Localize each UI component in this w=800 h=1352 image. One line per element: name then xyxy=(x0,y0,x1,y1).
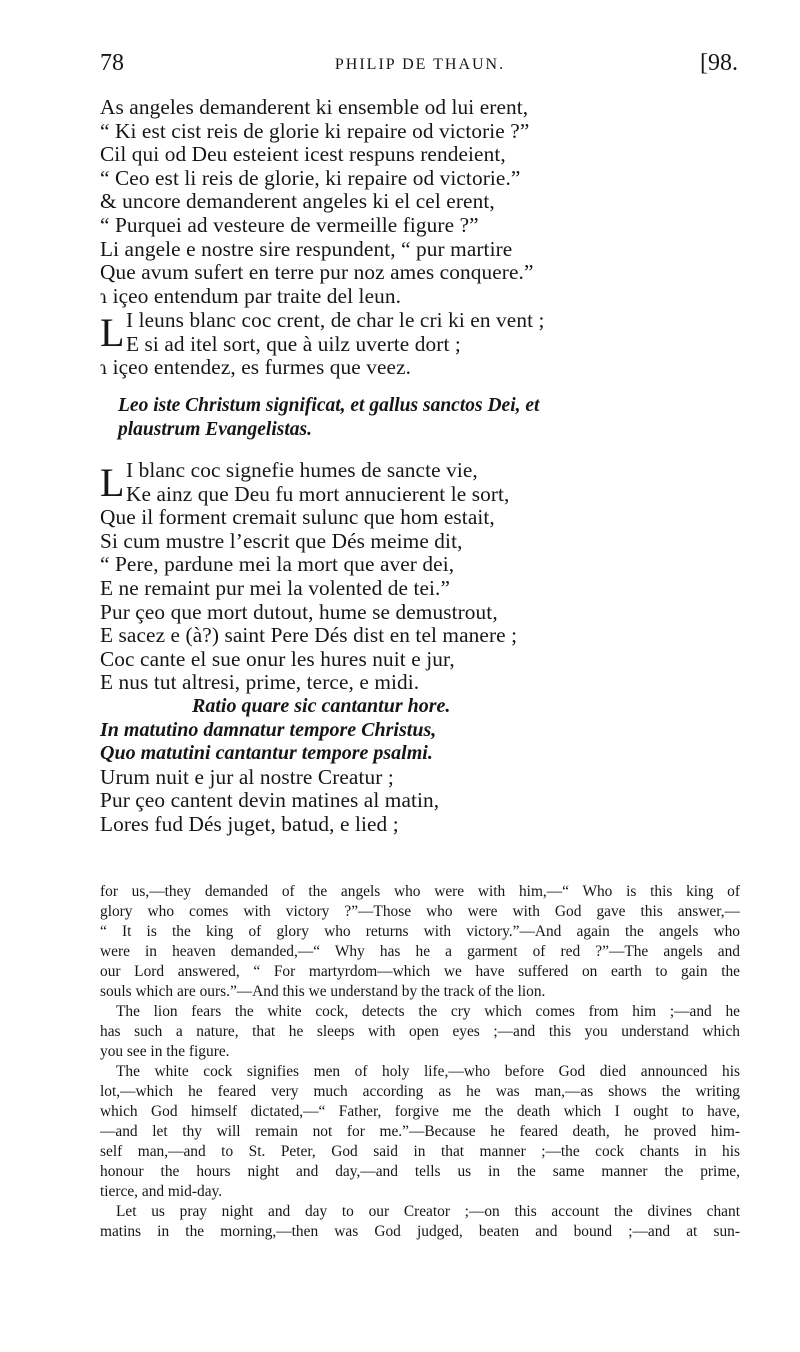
translation-line: Let us pray night and day to our Creator ;—on this account the divines chant xyxy=(116,1203,740,1220)
verse-line: Cil qui od Deu esteient icest respuns rendeient, xyxy=(100,142,506,167)
verse-line: E sacez e (à?) saint Pere Dés dist en tel manere ; xyxy=(100,623,518,648)
translation-line: were in heaven demanded,—“ Why has he a garment of red ?”—The angels and xyxy=(100,943,740,960)
verse-line: I blanc coc signefie humes de sancte vie, xyxy=(126,458,478,482)
translation-line: which God himself dictated,—“ Father, forgive me the death which I ought to have, xyxy=(100,1103,740,1120)
verse-line: Pur çeo que mort dutout, hume se demustrout, xyxy=(100,599,498,624)
verse-block-1 xyxy=(100,96,740,308)
rubric-line: In matutino damnatur tempore Christus, xyxy=(100,718,437,741)
latin-rubric xyxy=(100,394,740,442)
verse-line: ɿ içeo entendum par traite del leun. xyxy=(100,283,402,308)
page xyxy=(100,0,740,1352)
drop-capital: L xyxy=(100,310,125,355)
translation-block xyxy=(100,882,740,1242)
verse-line: “ Ceo est li reis de glorie, ki repaire od victorie.” xyxy=(100,165,521,190)
running-header xyxy=(100,50,740,80)
translation-line: souls which are ours.”—And this we understand by the track of the lion. xyxy=(100,983,546,1000)
translation-line: —and let thy will remain not for me.”—Because he feared death, he proved him- xyxy=(100,1123,740,1140)
translation-line: our Lord answered, “ For martyrdom—which we have suffered on earth to gain the xyxy=(100,963,740,980)
verse-line: E ne remaint pur mei la volented de tei.” xyxy=(100,575,451,600)
translation-line: matins in the morning,—then was God judged, beaten and bound ;—and at sun- xyxy=(100,1223,740,1240)
verse-line: Que il forment cremait sulunc que hom estait, xyxy=(100,505,495,530)
translation-line: glory who comes with victory ?”—Those who were with God gave this answer,— xyxy=(100,903,740,920)
translation-line: The lion fears the white cock, detects the cry which comes from him ;—and he xyxy=(116,1003,740,1020)
section-number: [98. xyxy=(700,50,738,76)
translation-line: tierce, and mid-day. xyxy=(100,1183,223,1200)
verse-line: Coc cante el sue onur les hures nuit e jur, xyxy=(100,646,455,671)
running-title: PHILIP DE THAUN. xyxy=(334,56,506,73)
translation-line: you see in the figure. xyxy=(100,1043,230,1060)
translation-line: lot,—which he feared very much according as he was man,—as shows the writing xyxy=(100,1083,740,1100)
verse-line: ɿ içeo entendez, es furmes que veez. xyxy=(100,355,412,380)
verse-line: Li angele e nostre sire respundent, “ pur martire xyxy=(100,236,513,261)
page-number: 78 xyxy=(100,50,124,76)
rubric-line: Leo iste Christum significat, et gallus sanctos Dei, et xyxy=(118,395,540,416)
translation-line: has such a nature, that he sleeps with open eyes ;—and this you understand which xyxy=(100,1023,740,1040)
verse-line: I leuns blanc coc crent, de char le cri ki en vent ; xyxy=(126,308,545,332)
verse-line: Si cum mustre l’escrit que Dés meime dit, xyxy=(100,528,463,553)
rubric-line: Quo matutini cantantur tempore psalmi. xyxy=(100,742,433,765)
translation-line: “ It is the king of glory who returns with victory.”—And again the angels who xyxy=(100,923,740,940)
verse-line: E nus tut altresi, prime, terce, e midi. xyxy=(100,670,420,695)
translation-line: self man,—and to St. Peter, God said in that manner ;—the cock chants in his xyxy=(100,1143,740,1160)
verse-line: Urum nuit e jur al nostre Creatur ; xyxy=(100,764,394,789)
drop-capital: L xyxy=(100,460,125,505)
rubric-line: Ratio quare sic cantantur hore. xyxy=(192,694,451,717)
verse-line: E si ad itel sort, que à uilz uverte dort ; xyxy=(126,331,461,356)
verse-line: “ Pere, pardune mei la mort que aver dei, xyxy=(100,552,455,577)
translation-line: for us,—they demanded of the angels who were with him,—“ Who is this king of xyxy=(100,883,740,900)
verse-line: & uncore demanderent angeles ki el cel erent, xyxy=(100,189,495,214)
verse-line: “ Purquei ad vesteure de vermeille figure ?” xyxy=(100,212,479,237)
verse-line: Lores fud Dés juget, batud, e lied ; xyxy=(100,811,399,836)
verse-line: Ke ainz que Deu fu mort annucierent le sort, xyxy=(126,481,510,506)
verse-block-2 xyxy=(100,309,740,380)
verse-line: “ Ki est cist reis de glorie ki repaire od victorie ?” xyxy=(100,118,530,143)
translation-line: honour the hours night and day,—and tells us in the same manner the prime, xyxy=(100,1163,740,1180)
verse-line: As angeles demanderent ki ensemble od lui erent, xyxy=(100,95,529,119)
verse-line: Pur çeo cantent devin matines al matin, xyxy=(100,788,440,813)
translation-line: The white cock signifies men of holy life,—who before God died announced his xyxy=(116,1063,740,1080)
verse-line: Que avum sufert en terre pur noz ames conquere.” xyxy=(100,260,534,285)
verse-block-3 xyxy=(100,459,740,837)
rubric-line: plaustrum Evangelistas. xyxy=(118,419,312,440)
